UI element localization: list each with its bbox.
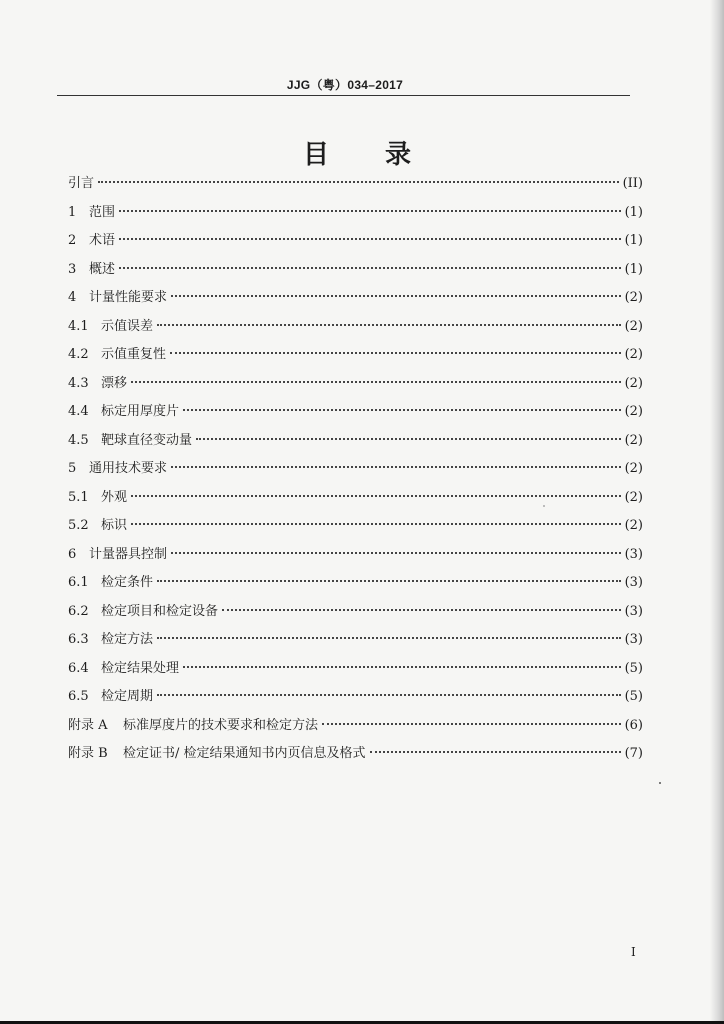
toc-entry-page: (2)	[624, 461, 643, 476]
toc-leader-dots	[222, 608, 621, 611]
toc-leader-dots	[119, 237, 621, 240]
scan-speck	[543, 505, 545, 507]
toc-entry-page: (5)	[624, 660, 643, 676]
toc-entry-number: 6.2	[68, 603, 89, 619]
toc-entry-label: 计量性能要求	[89, 290, 168, 305]
toc-leader-dots	[131, 494, 621, 497]
toc-entry-number: 6.5	[68, 689, 89, 704]
toc-entry-number: 附录 B	[68, 746, 108, 761]
table-of-contents	[68, 170, 643, 769]
toc-entry-number: 附录 A	[68, 717, 108, 733]
toc-title-char-2: 录	[385, 140, 412, 170]
toc-entry	[68, 598, 643, 627]
toc-entry-number: 4.5	[68, 432, 89, 448]
toc-entry-page: (7)	[624, 746, 643, 761]
toc-entry-label: 标定用厚度片	[101, 404, 180, 419]
toc-entry-label: 术语	[89, 233, 116, 248]
toc-entry	[68, 512, 643, 541]
toc-entry-page: (2)	[624, 489, 643, 505]
toc-leader-dots	[370, 750, 621, 753]
toc-leader-dots	[171, 294, 621, 297]
toc-entry	[68, 313, 643, 342]
toc-entry-page: (1)	[624, 233, 643, 248]
toc-leader-dots	[119, 266, 621, 269]
toc-entry	[68, 740, 643, 769]
toc-entry-page: (3)	[624, 546, 643, 562]
toc-leader-dots	[196, 437, 621, 440]
toc-leader-dots	[171, 465, 621, 468]
toc-entry	[68, 655, 643, 684]
toc-leader-dots	[183, 408, 621, 411]
toc-entry-page: (1)	[624, 204, 643, 220]
toc-entry-page: (6)	[624, 717, 643, 733]
toc-leader-dots	[157, 323, 621, 326]
toc-entry-number: 4.4	[68, 404, 89, 419]
toc-entry	[68, 284, 643, 313]
toc-entry-number: 4.1	[68, 318, 89, 334]
toc-entry-page: (5)	[624, 689, 643, 704]
toc-entry	[68, 541, 643, 570]
toc-entry-page: (2)	[624, 432, 643, 448]
toc-entry-number: 5.1	[68, 489, 89, 505]
toc-entry-number: 1	[68, 204, 77, 220]
toc-entry	[68, 256, 643, 285]
toc-entry-page: (2)	[624, 318, 643, 334]
toc-entry-label: 检定证书/ 检定结果通知书内页信息及格式	[123, 746, 366, 761]
toc-entry-page: (2)	[624, 404, 643, 419]
toc-leader-dots	[322, 722, 621, 725]
toc-entry	[68, 712, 643, 741]
toc-entry-label: 引言	[68, 176, 95, 191]
toc-entry-label: 示值误差	[101, 318, 154, 334]
toc-entry-number: 6.3	[68, 632, 89, 647]
toc-entry-label: 计量器具控制	[89, 546, 168, 562]
toc-entry-label: 靶球直径变动量	[101, 432, 193, 448]
toc-entry-page: (3)	[624, 603, 643, 619]
toc-entry-label: 检定方法	[101, 632, 154, 647]
toc-entry	[68, 199, 643, 228]
toc-entry-page: (2)	[624, 347, 643, 362]
toc-entry-label: 标准厚度片的技术要求和检定方法	[123, 717, 319, 733]
toc-leader-dots	[98, 180, 619, 183]
toc-entry-number: 6	[68, 546, 77, 562]
toc-entry-number: 4	[68, 290, 77, 305]
toc-entry-page: (1)	[624, 261, 643, 277]
toc-entry-number: 6.1	[68, 575, 89, 590]
toc-leader-dots	[157, 636, 621, 639]
toc-entry-page: (II)	[622, 176, 643, 191]
toc-entry-label: 检定周期	[101, 689, 154, 704]
toc-entry-number: 5	[68, 461, 77, 476]
toc-entry	[68, 427, 643, 456]
toc-entry-page: (2)	[624, 518, 643, 533]
toc-leader-dots	[119, 209, 621, 212]
toc-entry-label: 通用技术要求	[89, 461, 168, 476]
toc-leader-dots	[170, 351, 621, 354]
toc-leader-dots	[131, 380, 621, 383]
toc-entry-number: 4.3	[68, 375, 89, 391]
toc-entry-label: 检定项目和检定设备	[101, 603, 219, 619]
toc-entry-page: (3)	[624, 632, 643, 647]
scan-shadow-edge	[710, 0, 724, 1024]
toc-entry	[68, 398, 643, 427]
toc-leader-dots	[131, 522, 621, 525]
toc-entry	[68, 455, 643, 484]
toc-entry	[68, 170, 643, 199]
toc-entry-number: 6.4	[68, 660, 89, 676]
toc-entry-label: 概述	[89, 261, 116, 277]
toc-entry-number: 3	[68, 261, 77, 277]
toc-entry	[68, 626, 643, 655]
toc-entry-page: (2)	[624, 290, 643, 305]
toc-leader-dots	[183, 665, 621, 668]
header-rule	[57, 95, 630, 96]
toc-title-char-1: 目	[302, 140, 329, 170]
toc-entry-number: 5.2	[68, 518, 89, 533]
toc-entry-label: 标识	[101, 518, 128, 533]
toc-leader-dots	[157, 579, 621, 582]
toc-entry	[68, 227, 643, 256]
toc-title	[0, 134, 714, 171]
toc-entry-label: 漂移	[101, 375, 128, 391]
toc-entry-page: (2)	[624, 375, 643, 391]
standard-code-header: JJG（粤）034–2017	[286, 78, 404, 92]
page-number: I	[631, 945, 636, 959]
toc-entry-label: 范围	[89, 204, 116, 220]
toc-entry-label: 外观	[101, 489, 128, 505]
toc-entry-label: 检定结果处理	[101, 660, 180, 676]
toc-entry-page: (3)	[624, 575, 643, 590]
toc-entry-label: 检定条件	[101, 575, 154, 590]
toc-entry-number: 4.2	[68, 347, 89, 362]
toc-entry	[68, 569, 643, 598]
toc-entry-label: 示值重复性	[101, 347, 167, 362]
toc-entry	[68, 370, 643, 399]
toc-entry	[68, 484, 643, 513]
toc-entry	[68, 341, 643, 370]
toc-leader-dots	[171, 551, 621, 554]
toc-leader-dots	[157, 693, 621, 696]
scan-speck	[659, 782, 661, 784]
toc-entry-number: 2	[68, 233, 77, 248]
toc-entry	[68, 683, 643, 712]
